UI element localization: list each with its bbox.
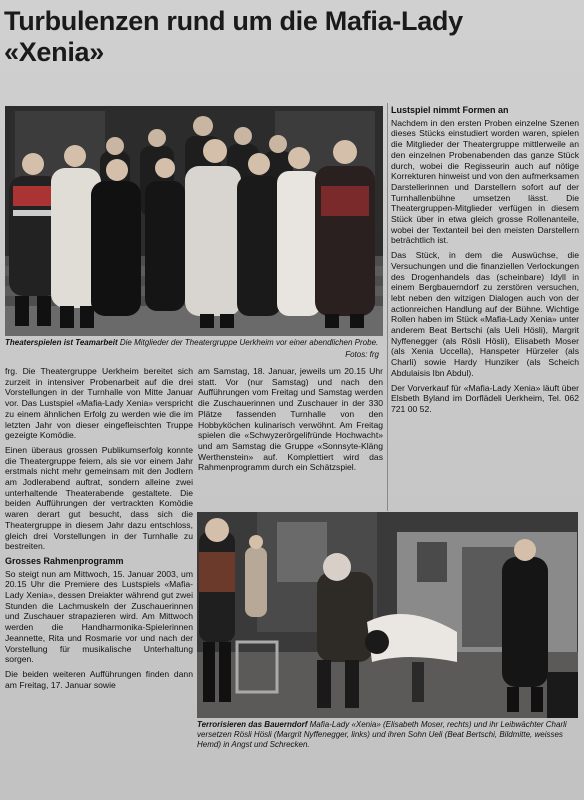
paragraph: frg. Die Theatergruppe Uerkheim bereitet sich zurzeit in intensiver Probenarbeit auf die drei Vorstellungen in der Turnhalle von Mitte Januar vor. Das Lustspiel «Mafia-Lady Xenia» verspricht zu einem ähnlichen Erfolg zu werden wie die im letzten Jahr von dieser eingefleischten Truppe gezeigte Komödie. xyxy=(5,366,193,441)
article-column-1 xyxy=(5,366,193,796)
stage-photo xyxy=(197,512,578,718)
paragraph: Das Stück, in dem die Auswüchse, die Versuchungen und die finanziellen Verlockungen des Drogenhandels das (scheinbare) Idyll in einem Bergbauerndorf zu zerstören versuchen, lebt neben den witzigen Dialogen auch von der actionreichen Handlung auf der Bühne. Wichtige Rollen haben im Stück «Mafia-Lady Xenia» unter anderem Beat Bertschi (als Ueli Hösli), Margrit Nyffenegger (als Rösli Hösli), Elisabeth Moser (als Xenia Uccella), Hanspeter Hürzeler (als Charli) sowie Hardy Hunziker (als Scheich Abdulaisis Ibn Abdul). xyxy=(391,250,579,378)
group-photo xyxy=(5,106,383,336)
paragraph: Nachdem in den ersten Proben einzelne Szenen dieses Stücks einstudiert worden waren, spielen die Mitglieder der Theatergruppe mittlerweile an den einzelnen Probenabenden das ganze Stück durch, wobei die Regisseurin auch auf nötige Korrekturen hinweist und von den aufmerksamen Darstellerinnen und Darstellern sofort auf der Turnhallenbühne umsetzen lässt. Die Theatergruppen-Mitglieder verfügen in diesem Stück über in etwa gleich grosse Rollenanteile, wobei der Textanteil bei den meisten Darstellern beträchtlich ist. xyxy=(391,117,579,246)
stage-photo-caption-title: Terrorisieren das Bauerndorf xyxy=(197,720,308,729)
headline-line-1: Turbulenzen rund um die Mafia-Lady xyxy=(4,6,463,36)
paragraph: Der Vorverkauf für «Mafia-Lady Xenia» läuft über Elsbeth Byland im Dorflädeli Uerkheim, Tel. 062 721 00 52. xyxy=(391,382,579,414)
paragraph: So steigt nun am Mittwoch, 15. Januar 2003, um 20.15 Uhr die Premiere des Lustspiels «Mafia-Lady Xenia», dessen Dreiakter während gut zwei Stunden die Lachmuskeln der Zuschauerinnen und Zuschauer strapazieren wird. Am Mittwoch werden die Handharmonika-Spielerinnen Jeannette, Rita und Rosmarie vor und nach der Vorstellung für musikalische Unterhaltung sorgen. xyxy=(5,568,193,665)
article-column-2 xyxy=(198,366,383,510)
photo-credit: Fotos: frg xyxy=(345,350,379,359)
subheading: Lustspiel nimmt Formen an xyxy=(391,105,509,115)
group-photo-caption-title: Theaterspielen ist Teamarbeit xyxy=(5,338,118,347)
article-headline xyxy=(4,6,580,68)
stage-photo-caption-text: Mafia-Lady «Xenia» (Elisabeth Moser, rechts) und ihr Leibwächter Charli versetzen Rösli Hösli (Margrit Nyffenegger, links) und ihren Sohn Ueli (Beat Bertschi, Bildmitte, weisses Hemd) in Angst und Schrecken. xyxy=(197,720,567,749)
headline-line-2: «Xenia» xyxy=(4,37,104,67)
group-photo-caption xyxy=(5,338,383,360)
column-divider xyxy=(387,103,388,511)
paragraph: am Samstag, 18. Januar, jeweils um 20.15 Uhr statt. Vor (nur Samstag) und nach den Aufführungen vom Freitag und Samstag werden die Zuschauerinnen und Zuschauer in der 330 Plätze fassenden Turnhalle von den Hobbyköchen kulinarisch verwöhnt. Am Freitag spielen die «Schwyzerörgelifründe Hochwacht» und am Samstag die Gruppe «Sonnsyte-Kläng Werthenstein» auf. Komplettiert wird das Rahmenprogramm durch ein Schätzspiel. xyxy=(198,366,383,473)
group-photo-caption-text: Die Mitglieder der Theatergruppe Uerkheim vor einer abendlichen Probe. xyxy=(119,338,379,347)
stage-photo-caption xyxy=(197,720,578,754)
paragraph: Einen überaus grossen Publikumserfolg konnte die Theatergruppe feiern, als sie vor einem Jahr erstmals nicht mehr gemeinsam mit den Jodlern am Jodlerabend auftrat, sondern alleine zwei unterhaltende Theaterabende gestaltete. Die beiden Aufführungen der vertrackten Komödie waren derart gut besucht, dass sich die Theatergruppe in diesem Jahr dazu entschloss, gleich drei Vorstellungen in der Turnhalle zu bestreiten. xyxy=(5,444,193,552)
group-photo-illustration xyxy=(5,106,383,336)
article-column-3 xyxy=(391,103,579,508)
paragraph: Die beiden weiteren Aufführungen finden dann am Freitag, 17. Januar sowie xyxy=(5,668,193,690)
stage-photo-illustration xyxy=(197,512,578,718)
subheading: Grosses Rahmenprogramm xyxy=(5,555,124,566)
